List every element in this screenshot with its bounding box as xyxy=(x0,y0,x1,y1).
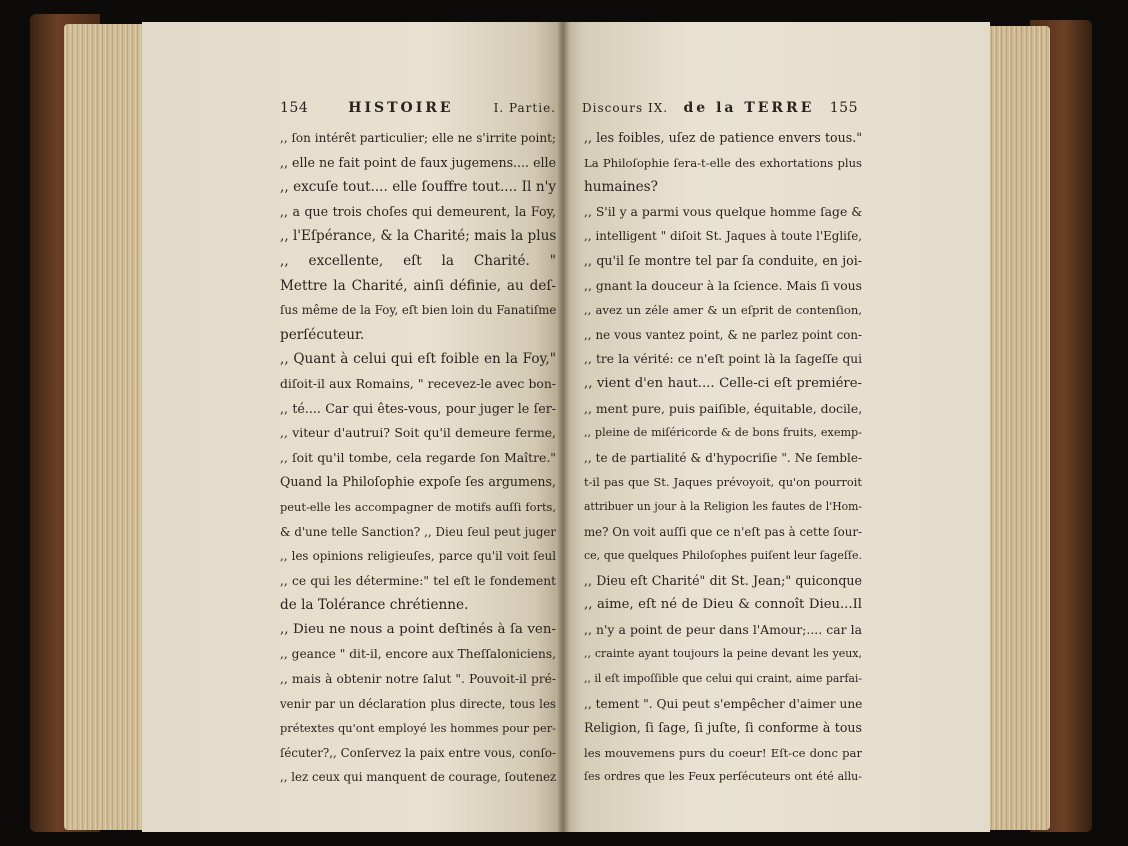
right-running-title: de la TERRE xyxy=(683,100,815,116)
text-line: de la Tolérance chrétienne. xyxy=(280,597,469,614)
text-line: ,, ſon intérêt particulier; elle ne s'irrite point; xyxy=(280,131,556,145)
text-line: ,, intelligent " diſoit St. Jaques à toute l'Egliſe, xyxy=(584,229,862,244)
left-page-text xyxy=(280,126,556,790)
text-line: Quand la Philoſophie expoſe ſes argumens, xyxy=(280,474,556,490)
text-line: ,, ſoit qu'il tombe, cela regarde ſon Maître." xyxy=(280,449,556,465)
text-line: ,, les foibles, uſez de patience envers tous." xyxy=(584,130,862,145)
text-line: ,, Quant à celui qui eſt foible en la Foy," xyxy=(280,351,556,368)
left-part-label: I. Partie. xyxy=(493,101,556,115)
text-line: ,, aime, eſt né de Dieu & connoît Dieu...Il xyxy=(584,597,862,613)
text-line: ,, les opinions religieuſes, parce qu'il voit ſeul xyxy=(280,549,556,564)
text-line: ,, Dieu eſt Charité" dit St. Jean;" quiconque xyxy=(584,572,862,588)
right-page-number: 155 xyxy=(829,100,858,116)
text-line: ce, que quelques Philoſophes puiſent leur ſageſſe. xyxy=(584,549,862,563)
right-page-text xyxy=(584,126,862,790)
text-line: ,, il eſt impoſſible que celui qui craint, aime parfai- xyxy=(584,672,862,686)
text-line: ,, l'Eſpérance, & la Charité; mais la plus xyxy=(280,228,556,245)
text-line: ,, avez un zéle amer & un eſprit de contenſion, xyxy=(584,303,862,318)
text-line: ,, elle ne fait point de faux jugemens.... elle xyxy=(280,154,556,170)
text-line: t-il pas que St. Jaques prévoyoit, qu'on pourroit xyxy=(584,475,862,490)
text-line: & d'une telle Sanction? ,, Dieu ſeul peut juger xyxy=(280,524,556,539)
text-line: perſécuteur. xyxy=(280,326,365,343)
left-page-edges xyxy=(64,24,148,830)
right-discourse-label: Discours IX. xyxy=(582,101,669,115)
text-line: peut-elle les accompagner de motifs auſſi forts, xyxy=(280,499,556,514)
text-line: ,, geance " dit-il, encore aux Theſſaloniciens, xyxy=(280,647,556,662)
left-page xyxy=(142,22,556,832)
text-line: ,, ment pure, puis paiſible, équitable, docile, xyxy=(584,400,862,416)
text-line: ,, a que trois choſes qui demeurent, la Foy, xyxy=(280,203,556,219)
right-page-edges xyxy=(988,26,1050,830)
text-line: ,, qu'il ſe montre tel par ſa conduite, en joi- xyxy=(584,252,862,268)
text-line: ,, viteur d'autrui? Soit qu'il demeure ferme, xyxy=(280,425,556,441)
right-running-head xyxy=(582,100,858,124)
text-line: ,, té.... Car qui êtes-vous, pour juger le ſer- xyxy=(280,400,556,416)
text-line: ſécuter?,, Conſervez la paix entre vous, conſo- xyxy=(280,745,556,760)
left-running-head xyxy=(280,100,556,124)
text-line: ,, ce qui les détermine:" tel eſt le fondement xyxy=(280,573,556,588)
book-gutter xyxy=(556,22,570,832)
text-line: diſoit-il aux Romains, " recevez-le avec bon- xyxy=(280,375,556,391)
text-line: ,, te de partialité & d'hypocriſie ". Ne ſemble- xyxy=(584,450,862,465)
text-line: ſes ordres que les Feux perſécuteurs ont été allu- xyxy=(584,770,862,784)
text-line: ,, pleine de miſéricorde & de bons fruits, exemp- xyxy=(584,426,862,440)
text-line: ,, n'y a point de peur dans l'Amour;.... car la xyxy=(584,621,862,637)
text-line: ,, lez ceux qui manquent de courage, ſoutenez xyxy=(280,770,556,785)
text-line: humaines? xyxy=(584,179,658,196)
text-line: ,, Dieu ne nous a point deſtinés à ſa ven- xyxy=(280,621,556,637)
text-line: ,, tement ". Qui peut s'empêcher d'aimer une xyxy=(584,696,862,711)
text-line: ,, excuſe tout.... elle ſouffre tout.... Il n'y xyxy=(280,179,556,196)
text-line: me? On voit auſſi que ce n'eſt pas à cette ſour- xyxy=(584,524,862,539)
text-line: ,, crainte ayant toujours la peine devant les yeux, xyxy=(584,647,862,661)
text-line: ,, ne vous vantez point, & ne parlez point con- xyxy=(584,327,862,342)
text-line: attribuer un jour à la Religion les fautes de l'Hom- xyxy=(584,499,862,513)
text-line: ,, excellente, eſt la Charité. " xyxy=(280,252,556,269)
left-page-number: 154 xyxy=(280,100,309,116)
left-running-title: HISTOIRE xyxy=(348,100,454,116)
text-line: prétextes qu'ont employé les hommes pour per- xyxy=(280,721,556,736)
text-line: ,, S'il y a parmi vous quelque homme ſage & xyxy=(584,203,862,219)
text-line: Mettre la Charité, ainſi définie, au deſ- xyxy=(280,277,556,294)
text-line: ſus même de la Foy, eſt bien loin du Fanatiſme xyxy=(280,303,556,318)
text-line: venir par un déclaration plus directe, tous les xyxy=(280,696,556,711)
text-line: La Philoſophie ſera-t-elle des exhortations plus xyxy=(584,155,862,170)
right-page xyxy=(562,22,990,832)
text-line: ,, vient d'en haut.... Celle-ci eſt premiére- xyxy=(584,375,862,391)
text-line: ,, tre la vérité: ce n'eſt point là la ſageſſe qui xyxy=(584,352,862,367)
text-line: ,, gnant la douceur à la ſcience. Mais ſi vous xyxy=(584,277,862,293)
text-line: les mouvemens purs du coeur! Eſt-ce donc par xyxy=(584,745,862,760)
text-line: Religion, ſi ſage, ſi juſte, ſi conforme à tous xyxy=(584,720,862,736)
text-line: ,, mais à obtenir notre ſalut ". Pouvoit-il pré- xyxy=(280,672,556,687)
